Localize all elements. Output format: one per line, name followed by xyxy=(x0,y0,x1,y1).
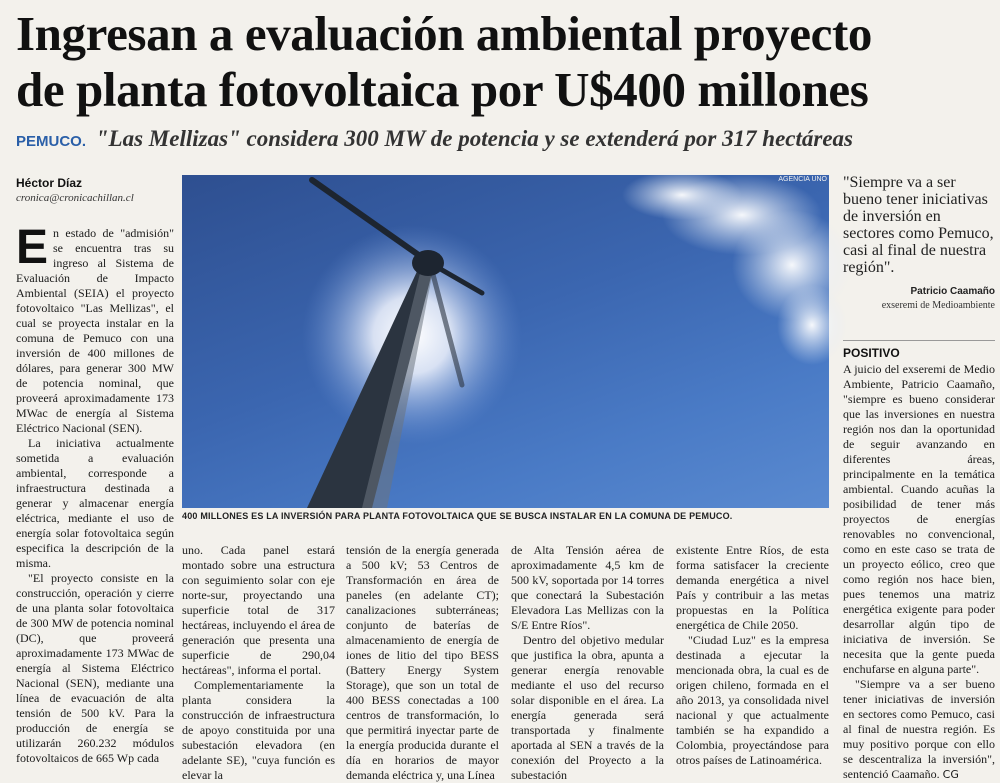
sidebar-column xyxy=(843,362,995,781)
body-column-1 xyxy=(16,221,174,771)
byline xyxy=(16,176,176,204)
quote-author: Patricio Caamaño xyxy=(910,286,995,297)
wind-turbine-photo xyxy=(182,175,829,508)
paragraph: tensión de la energía generada a 500 kV; 53 Centros de Transformación en área de paneles (en adelante CT); canalizaciones subterráneas; conjunto de baterías de almacenamiento de energía de iones de litio del tipo BESS (Battery Energy System Storage), que son un total de 400 BESS conectadas a 100 centros de transformación, lo que permitirá inyectar parte de la energía producida durante el día en horarios de mayor demanda eléctrica y, una Línea xyxy=(346,543,499,782)
paragraph: Dentro del objetivo medular que justifica la obra, apunta a generar energía renovable mediante el uso del recurso solar disponible en el área. La energía generada será transportada y finalmente aportada al SEN a través de la conexión del Proyecto a la subestación xyxy=(511,633,664,782)
paragraph: Complementariamente la planta considera la construcción de infraestructura de apoyo constituida por una subestación elevadora (en adelante SE), "cuya función es elevar la xyxy=(182,678,335,782)
drop-cap: E xyxy=(16,221,49,274)
paragraph: uno. Cada panel estará montado sobre una estructura con seguimiento solar con eje norte-sur, proyectando una superficie total de 317 hectáreas, incluyendo el área de generación que presenta una superficie de 290,04 hectáreas", informa el portal. xyxy=(182,543,335,677)
turbine-hub xyxy=(412,250,444,276)
author-email: cronica@cronicachillan.cl xyxy=(16,192,134,204)
subtitle-text: "Las Mellizas" considera 300 MW de potencia y se extenderá por 317 hectáreas xyxy=(95,126,854,151)
quote-author-role: exseremi de Medioambiente xyxy=(881,300,995,311)
wind-turbine-illustration xyxy=(182,175,829,508)
body-column-4 xyxy=(511,543,664,782)
photo-credit: AGENCIA UNO xyxy=(778,176,827,183)
author-name: Héctor Díaz xyxy=(16,176,83,190)
paragraph: En estado de "admisión" se encuentra tras su ingreso al Sistema de Evaluación de Impacto Ambiental (SEIA) el proyecto fotovoltaico "Las Mellizas", el cual se proyecta instalar en la comuna de Pemuco con una inversión de 400 millones de dólares, para generar 300 MW de potencia nominal, que proveerá aproximadamente 173 MWac de energía al Sistema Eléctrico Nacional (SEN). xyxy=(16,221,174,435)
paragraph: La iniciativa actualmente sometida a evaluación ambiental, corresponde a infraestructura destinada a generar y almacenar energía eléctrica, mediante el uso de energía solar fotovoltaica según especifica la descripción de la misma. xyxy=(16,436,174,570)
paragraph: existente Entre Ríos, de esta forma satisfacer la creciente demanda energética a nivel País y contribuir a las metas propuestas en la Política energética de Chile 2050. xyxy=(676,543,829,632)
cloud xyxy=(622,170,852,365)
body-column-3 xyxy=(346,543,499,782)
paragraph: "El proyecto consiste en la construcción, operación y cierre de una planta solar fotovoltaica de 300 MW de potencia nominal (DC), que proveerá aproximadamente 173 MWac de energía al Sistema Eléctrico Nacional (SEN), mediante una línea de evacuación de alta tensión de 500 kV. Para la producción de energía se utilizarán 260.232 módulos fotovoltaicos de 665 Wp cada xyxy=(16,571,174,765)
paragraph: "Ciudad Luz" es la empresa destinada a ejecutar la mencionada obra, la cual es de origen chileno, formada en el año 2013, ya consolidada nivel nacional y que actualmente también se ha expandido a Colombia, proyectándose para otros países de Latinoamérica. xyxy=(676,633,829,767)
headline xyxy=(16,6,986,118)
photo-caption: 400 MILLONES ES LA INVERSIÓN PARA PLANTA FOTOVOLTAICA QUE SE BUSCA INSTALAR EN LA COMUNA DE PEMUCO. xyxy=(182,511,733,521)
paragraph: "Siempre va a ser bueno tener iniciativas de inversión en sectores como Pemuco, casi al final de nuestra región. Es muy positivo porque con ello se descentraliza la inversión", sentenció Caamaño. CG xyxy=(843,677,995,781)
location-kicker: PEMUCO. xyxy=(16,133,87,150)
body-column-2 xyxy=(182,543,335,782)
subtitle xyxy=(16,126,986,152)
headline-line-2: de planta fotovoltaica por U$400 millones xyxy=(16,62,869,117)
end-mark: CG xyxy=(942,768,959,781)
pull-quote: "Siempre va a ser bueno tener iniciativas de inversión en sectores como Pemuco, casi al final de nuestra región". xyxy=(843,174,994,276)
paragraph: A juicio del exseremi de Medio Ambiente, Patricio Caamaño, "siempre es bueno considerar que las inversiones en nuestra región nos dan la oportunidad de seguir avanzando en diferentes áreas, principalmente en la temática ambiental. Cuando acuñas la posibilidad de tener más proyectos de energías renovables no convencional, como en este caso se trata de un proyecto eólico, creo que como región nos hace bien, pues tenemos una matriz energética exigente para poder desarrollar algún tipo de iniciativa de inversión. Se necesita que la gente pueda enchufarse en alguna parte". xyxy=(843,362,995,676)
headline-line-1: Ingresan a evaluación ambiental proyecto xyxy=(16,6,873,61)
paragraph: de Alta Tensión aérea de aproximadamente 4,5 km de 500 kV, soportada por 14 torres que conectará la Subestación Elevadora Las Mellizas con la S/E Entre Ríos". xyxy=(511,543,664,632)
divider xyxy=(843,340,995,341)
section-label: POSITIVO xyxy=(843,346,900,360)
body-column-5 xyxy=(676,543,829,771)
